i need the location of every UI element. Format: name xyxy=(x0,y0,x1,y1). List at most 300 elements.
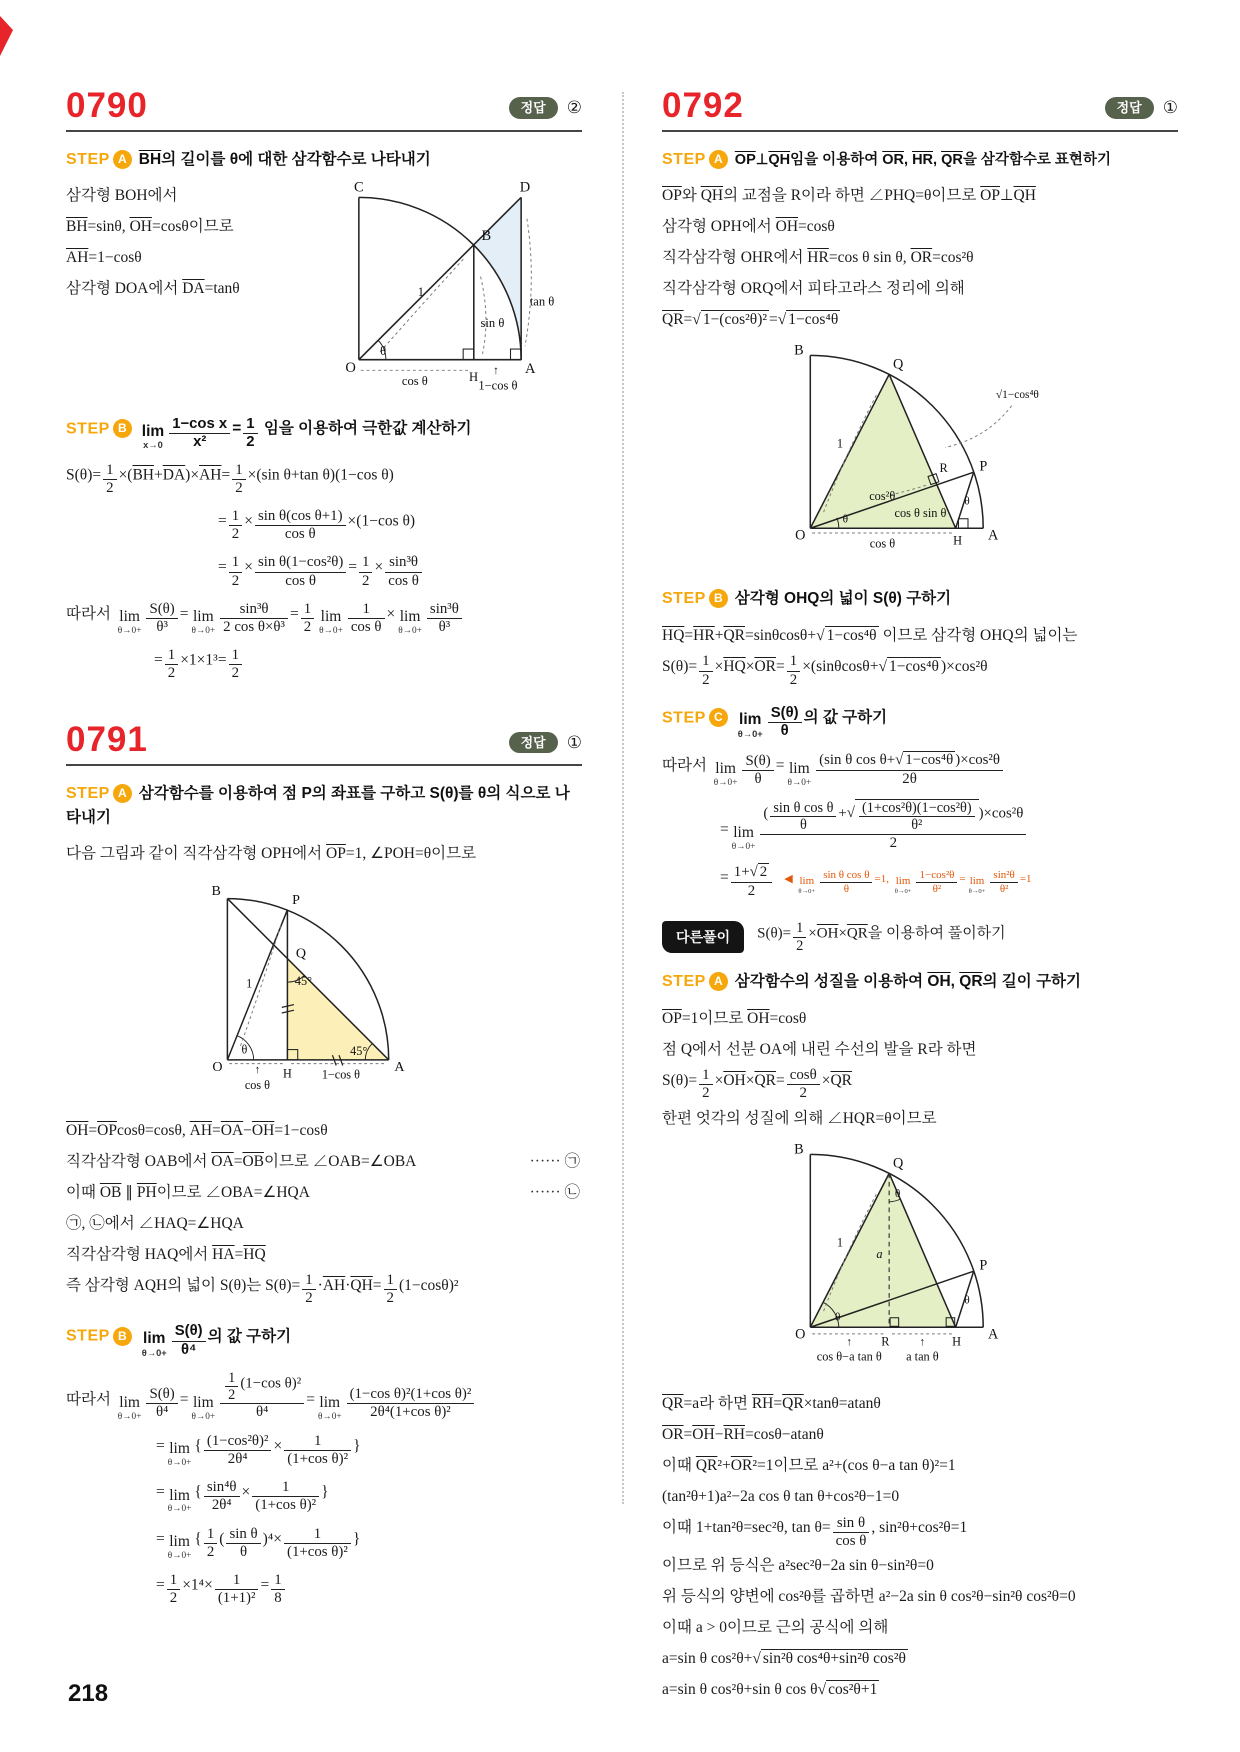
figure-label: P xyxy=(292,892,300,909)
figure-label: cos θ−a tan θ xyxy=(816,1349,882,1364)
limit-subscript: θ→0+ xyxy=(798,887,816,895)
overline-segment: $\overline{OP}$ xyxy=(326,845,346,863)
numerator: S(θ) xyxy=(770,704,799,721)
overline-segment: $\overline{HR}$ xyxy=(693,626,715,644)
denominator: θ xyxy=(768,722,802,740)
radical xyxy=(750,864,770,880)
denominator: cos θ xyxy=(833,1532,870,1550)
figure-label: a xyxy=(875,1246,883,1261)
figure-label: 1−cos θ xyxy=(478,379,518,394)
annotation-note: ◀ lim θ→0+ $\frac{\text{sin θ cos θ}}{\theta}$ =1, lim θ→0+ $\frac{\text{1−cos²θ}}{\text{θ²}}$ = lim θ→0+ $\frac{\text{sin²θ}}{\text{θ²}}$ =1 xyxy=(784,869,1032,895)
reference-mark: ······ ㉡ xyxy=(529,1183,580,1201)
denominator: θ⁴ xyxy=(220,1403,304,1421)
fraction xyxy=(255,508,346,543)
denominator: 2 xyxy=(204,1543,217,1561)
step-word: STEP xyxy=(662,709,706,727)
equation-line: S(θ)= $\frac{1}{2}$ $\times(\overline{BH}+\overline{DA})\times\overline{AH}=$ $\frac{1}{2}$ ×(sin θ+tan θ)(1−cos θ) xyxy=(66,462,394,497)
two-column-layout xyxy=(66,88,1178,1705)
denominator: 2 xyxy=(232,479,245,497)
numerator: 1 xyxy=(231,554,240,571)
overline-segment: $\overline{OR}$ xyxy=(754,657,776,675)
overline-segment: $\overline{OH}$ xyxy=(692,1426,715,1444)
step-heading xyxy=(662,587,1178,610)
figure-label: A xyxy=(394,1059,405,1076)
fraction xyxy=(271,1572,284,1607)
solution-line: $\overline{HQ}=\overline{HR}+\overline{QR}=\sin\theta\cos\theta+√$ 1−cos⁴θ 이므로 삼각형 OHQ의 넓이는 xyxy=(662,626,1078,644)
solution-line: 이때 $\overline{QR}^2+\overline{OR}^2=1$이므로 a²+(cos θ−a tan θ)²=1 xyxy=(662,1457,956,1475)
figure-label: θ xyxy=(842,513,848,526)
step-word: STEP xyxy=(66,1327,110,1345)
limit-subscript: θ→0+ xyxy=(167,1457,192,1468)
figure-label: Q xyxy=(892,1155,903,1172)
fraction xyxy=(301,601,314,636)
overline-segment: $\overline{QR}$ xyxy=(941,152,963,168)
limit xyxy=(192,1395,216,1422)
denominator: 2θ xyxy=(816,770,1003,788)
radicand: 1−cos⁴θ xyxy=(826,626,877,644)
solution-line: $\overline{BH}=\sin\theta$, $\overline{OH}=\cos\theta$이므로 xyxy=(66,218,234,236)
fraction xyxy=(770,800,836,834)
limit-word: lim xyxy=(143,1330,166,1348)
limit xyxy=(142,424,164,451)
numerator: 1 xyxy=(796,920,804,937)
denominator: 2 xyxy=(225,1386,238,1403)
radical xyxy=(895,752,955,768)
denominator: θ³ xyxy=(427,618,462,636)
fraction xyxy=(768,705,802,740)
answer-number: ① xyxy=(566,732,582,752)
figure-label: Q xyxy=(295,945,307,962)
solution-line: $\overline{OR}=\overline{OH}-\overline{RH}=\cos\theta-atan\theta$ xyxy=(662,1426,824,1444)
figure-label: H xyxy=(283,1066,292,1081)
denominator: θ⁴ xyxy=(146,1403,177,1421)
radicand: sin²θ cos⁴θ+sin²θ cos²θ xyxy=(762,1650,906,1668)
solution-line: 이때 $\overline{OB}$ ∥ $\overline{PH}$이므로 ∠OBA=∠HQA ······ ㉡ xyxy=(66,1177,582,1208)
step-title: $\overline{BH}$의 길이를 θ에 대한 삼각함수로 나타내기 xyxy=(138,151,431,168)
denominator: 2 xyxy=(760,834,1026,852)
limit-subscript: θ→0+ xyxy=(968,887,986,895)
overline-segment: $\overline{OH}$ xyxy=(66,1121,89,1139)
answer-wrap xyxy=(509,97,582,123)
radical-sign: √ xyxy=(816,626,825,644)
step-letter-badge: C xyxy=(709,708,728,727)
solution-line: 직각삼각형 OHR에서 $\overline{HR}=\cos$ θ sin θ, $\overline{OR}=\cos^2\theta$ xyxy=(662,249,974,267)
fraction xyxy=(348,601,385,636)
fraction xyxy=(146,601,177,636)
figure-label: H xyxy=(468,370,479,385)
step-title: lim θ→0+ $\frac{S(\theta)}{\text{θ⁴}}$ 의 값 구하기 xyxy=(141,1323,292,1358)
denominator: (1+1)² xyxy=(215,1589,259,1607)
figure-label: 1 xyxy=(246,976,253,991)
solution-line: ㉠, ㉡에서 ∠HAQ=∠HQA xyxy=(66,1214,244,1232)
numerator: S(θ) xyxy=(149,600,175,617)
numerator: sin θ cos θ xyxy=(823,869,870,882)
fraction xyxy=(226,1526,260,1561)
numerator: (1−cos θ)²(1+cos θ)² xyxy=(349,1386,472,1403)
figure-label: O xyxy=(212,1059,223,1076)
numerator: 1 xyxy=(167,647,176,664)
fraction xyxy=(204,1433,272,1468)
overline-segment: $\overline{HR}$ xyxy=(912,152,934,168)
overline-segment: $\overline{OH}$ xyxy=(251,1121,275,1139)
numerator: sin³θ xyxy=(389,554,419,571)
figure-label: A xyxy=(525,361,536,378)
denominator: θ xyxy=(770,816,836,833)
limit-word: lim xyxy=(193,608,214,626)
step-heading xyxy=(662,970,1178,993)
overline-segment: $\overline{OH}$ xyxy=(747,1009,770,1027)
denominator: 2θ⁴(1+cos θ)² xyxy=(347,1403,475,1421)
step-letter-badge: A xyxy=(113,784,132,803)
denominator: 2 xyxy=(103,479,116,497)
fraction xyxy=(793,920,806,954)
column-divider xyxy=(622,92,624,1504)
figure-label: cos θ xyxy=(244,1078,270,1093)
figure-label: H xyxy=(951,1333,961,1348)
limit xyxy=(969,876,986,896)
numerator: sin θ xyxy=(836,1514,866,1531)
figure-label: D xyxy=(519,180,531,197)
denominator: 2 xyxy=(165,664,178,682)
radical xyxy=(752,1650,908,1667)
radical xyxy=(818,1681,880,1698)
denominator: 2 xyxy=(302,1289,315,1307)
answer-number: ① xyxy=(1162,98,1178,118)
numerator: 1 xyxy=(362,600,370,617)
limit-subscript: θ→0+ xyxy=(191,625,216,636)
radicand: 1−cos⁴θ xyxy=(905,751,954,768)
left-column xyxy=(66,88,582,1705)
limit-subscript: θ→0+ xyxy=(787,777,812,788)
denominator: 2 xyxy=(384,1289,397,1307)
figure-label: θ xyxy=(380,344,387,359)
numerator: 1 xyxy=(232,1572,241,1589)
radical-sign: √ xyxy=(692,311,701,329)
solution-line: S(θ)= $\frac{1}{2}$ $\times\overline{HQ}\times\overline{OR}=$ $\frac{1}{2}$ ×(sinθcosθ+√ 1−cos⁴θ )×cos²θ xyxy=(662,653,988,688)
numerator: 1−cos x xyxy=(172,415,228,432)
denominator: 2 xyxy=(229,664,242,682)
limit xyxy=(168,1488,192,1515)
overline-segment: $\overline{QR}$ xyxy=(782,1395,804,1413)
denominator: 8 xyxy=(271,1589,284,1607)
overline-segment: $\overline{OA}$ xyxy=(220,1121,244,1139)
figure-label: cos²θ xyxy=(868,488,895,503)
solution-line: 이때 a > 0이므로 근의 공식에 의해 xyxy=(662,1619,889,1637)
radical-sign: √ xyxy=(752,1650,761,1668)
step-word: STEP xyxy=(662,590,706,608)
limit-subscript: θ→0+ xyxy=(141,1347,167,1358)
fraction xyxy=(229,554,242,589)
denominator: cos θ xyxy=(385,572,422,590)
solution-line: 삼각형 BOH에서 xyxy=(66,187,178,205)
overline-segment: $\overline{OA}$ xyxy=(211,1152,234,1170)
radicand: 2 xyxy=(759,864,768,881)
denominator: θ² xyxy=(916,882,957,896)
answer-badge: 정답 xyxy=(509,732,558,754)
overline-segment: $\overline{AH}$ xyxy=(66,249,89,267)
numerator: sin θ cos θ xyxy=(773,800,834,817)
limit-word: lim xyxy=(169,1440,190,1458)
numerator: 1−cos²θ xyxy=(919,869,955,882)
denominator: cos θ xyxy=(255,525,346,543)
answer-wrap xyxy=(509,732,582,758)
numerator: sin θ xyxy=(229,1525,258,1542)
numerator: 1 xyxy=(246,415,255,432)
equation-line: = lim θ→0+ { $\frac{\text{sin⁴θ}}{\text{2θ⁴}}$ × $\frac{1}{\text{(1+cos θ)²}}$ } xyxy=(156,1479,329,1515)
solution-line: 한편 엇각의 성질에 의해 ∠HQR=θ이므로 xyxy=(662,1109,937,1127)
figure-label: θ xyxy=(834,1311,840,1324)
limit-word: lim xyxy=(320,608,342,626)
limit xyxy=(398,609,422,636)
fraction xyxy=(204,1526,217,1561)
step-letter-badge: B xyxy=(113,419,132,438)
overline-segment: $\overline{DA}$ xyxy=(182,280,205,298)
limit xyxy=(168,1534,192,1561)
overline-segment: $\overline{QR}$ xyxy=(723,626,745,644)
figure-label: sin θ xyxy=(480,316,505,331)
problem-number: 0790 xyxy=(66,86,148,125)
limit xyxy=(895,876,912,896)
fraction xyxy=(699,653,712,688)
numerator: 1 xyxy=(362,554,370,571)
limit-subscript: θ→0+ xyxy=(894,887,912,895)
overline-segment: $\overline{QH}$ xyxy=(768,152,791,168)
overline-segment: $\overline{OR}$ xyxy=(730,1457,753,1475)
fraction xyxy=(243,416,257,451)
numerator: 1 xyxy=(206,1525,215,1542)
limit xyxy=(732,825,756,852)
overline-segment: $\overline{HA}$ xyxy=(212,1245,235,1263)
figure-lines xyxy=(359,198,521,360)
fraction xyxy=(990,869,1017,895)
limit xyxy=(142,1331,167,1358)
denominator: 2θ⁴ xyxy=(204,1496,240,1514)
step-heading xyxy=(66,148,582,171)
equation-line: = $\frac{1}{2}$ × $\frac{\text{sin θ(1−cos²θ)}}{\text{cos θ}}$ = $\frac{1}{2}$ × $\frac{\text{sin³θ}}{\text{cos θ}}$ xyxy=(218,554,582,589)
figure-label: θ xyxy=(894,1187,900,1200)
numerator: 1 xyxy=(702,653,710,670)
answer-badge: 정답 xyxy=(1105,97,1154,119)
fraction xyxy=(385,554,422,589)
limit-word: lim xyxy=(895,874,911,887)
limit-word: lim xyxy=(119,608,140,626)
denominator: 2 xyxy=(699,1084,712,1102)
limit-word: lim xyxy=(969,874,985,887)
limit-subscript: θ→0+ xyxy=(167,1550,192,1561)
limit-subscript: θ→0+ xyxy=(317,1411,342,1422)
figure-label: tan θ xyxy=(529,295,555,310)
numerator: S(θ) xyxy=(745,752,771,769)
overline-segment: $\overline{RH}$ xyxy=(723,1426,745,1444)
numerator: 1 xyxy=(313,1525,322,1542)
limit-subscript: θ→0+ xyxy=(737,728,763,739)
limit-word: lim xyxy=(193,1394,214,1412)
denominator: θ xyxy=(742,770,773,788)
radicand: 1−(cos²θ)² xyxy=(702,311,768,329)
limit xyxy=(118,1395,142,1422)
numerator: sin θ(cos θ+1) xyxy=(257,508,343,525)
overline-segment: $\overline{QR}$ xyxy=(695,1457,718,1475)
denominator: (1+cos θ)² xyxy=(284,1450,351,1468)
step-heading xyxy=(662,705,1178,740)
problem-header xyxy=(66,722,582,766)
overline-segment: $\overline{OR}$ xyxy=(662,1426,684,1444)
limit-word: lim xyxy=(319,1394,341,1412)
reference-mark: ······ ㉠ xyxy=(529,1152,580,1170)
step-title: 삼각함수를 이용하여 점 P의 좌표를 구하고 S(θ)를 θ의 식으로 나타내기 xyxy=(66,785,570,826)
fraction xyxy=(172,1323,206,1358)
step-heading xyxy=(66,416,582,451)
fraction xyxy=(220,1370,304,1422)
solution-line: a=sin θ cos²θ+√ sin²θ cos⁴θ+sin²θ cos²θ xyxy=(662,1650,906,1668)
fraction xyxy=(816,751,1003,788)
numerator: 1 xyxy=(231,508,240,525)
overline-segment: $\overline{OB}$ xyxy=(242,1152,264,1170)
figure-label: B xyxy=(481,228,492,245)
radical-sign: √ xyxy=(749,864,758,881)
figure-label: a tan θ xyxy=(905,1349,939,1364)
numerator: ( $\frac{\text{sin θ cos θ}}{\theta}$ +√ $\frac{\text{(1+cos²θ)(1−cos²θ)}}{\text{θ²}}$ )×cos²θ xyxy=(763,800,1024,834)
solution-line: 이때 1+tan²θ=sec²θ, tan θ= $\frac{\text{sin θ}}{\text{cos θ}}$ , sin²θ+cos²θ=1 xyxy=(662,1514,968,1550)
overline-segment: $\overline{OR}$ xyxy=(910,249,933,267)
step-letter-badge: A xyxy=(113,150,132,169)
figure-wrap xyxy=(662,1142,1178,1377)
denominator: θ⁴ xyxy=(172,1341,206,1359)
limit xyxy=(318,1395,342,1422)
denominator: 2 cos θ×θ³ xyxy=(220,618,288,636)
numerator: 1 xyxy=(702,1067,710,1084)
denominator: cos θ xyxy=(255,572,346,590)
figure-label: θ xyxy=(963,495,970,508)
overline-segment: $\overline{BH}$ xyxy=(66,218,88,236)
figure-label: ↑ xyxy=(845,1335,852,1348)
problem-header xyxy=(66,88,582,132)
denominator: 2 xyxy=(787,671,800,689)
numerator: sin⁴θ xyxy=(206,1479,237,1496)
overline-segment: $\overline{OB}$ xyxy=(99,1183,122,1201)
fraction xyxy=(359,554,372,589)
limit-word: lim xyxy=(715,760,736,778)
limit-subscript: θ→0+ xyxy=(398,625,422,636)
radical xyxy=(692,311,769,328)
numerator: 1 xyxy=(106,462,114,479)
radical-sign: √ xyxy=(895,751,904,768)
fraction xyxy=(820,869,872,895)
radical xyxy=(778,311,841,328)
numerator: S(θ) xyxy=(149,1386,175,1403)
overline-segment: $\overline{OP}$ xyxy=(662,187,682,205)
limit-word: lim xyxy=(169,1486,190,1504)
step-heading xyxy=(66,782,582,829)
solution-line: $\overline{OP}=1$이므로 $\overline{OH}=\cos\theta$ xyxy=(662,1009,807,1027)
denominator: 2 xyxy=(167,1589,180,1607)
figure-label: A xyxy=(987,1326,998,1343)
limit-word: lim xyxy=(141,422,165,440)
numerator: sin³θ xyxy=(429,600,459,617)
figure-label: cos θ xyxy=(869,536,895,551)
right-column xyxy=(662,88,1178,1705)
figure-label: O xyxy=(345,360,356,377)
fraction xyxy=(215,1572,259,1607)
problem-number: 0791 xyxy=(66,720,148,760)
fraction xyxy=(220,601,288,636)
figure-label: ↑ xyxy=(254,1064,261,1077)
figure-label: 45° xyxy=(294,974,312,989)
numerator: 1 xyxy=(235,462,243,479)
step-heading xyxy=(66,1323,582,1358)
fraction xyxy=(229,508,242,543)
numerator: (1+cos²θ)(1−cos²θ) xyxy=(861,800,972,817)
numerator: cosθ xyxy=(789,1067,817,1084)
numerator: 1 xyxy=(305,1272,313,1289)
equation-line: = $\frac{1}{2}$ ×1⁴× $\frac{1}{\text{(1+1)²}}$ = $\frac{1}{8}$ xyxy=(156,1572,582,1607)
equation-line: = $\frac{1+√ 2}{2}$ ◀ lim θ→0+ $\frac{\text{sin θ cos θ}}{\theta}$ =1, lim θ→0+ $\frac{\text{1−cos²θ}}{\text{θ²}}$ = lim θ→0+ $\frac{\text{sin²θ}}{\text{θ²}}$ =1 xyxy=(720,864,1032,900)
radical-sign: √ xyxy=(846,805,855,822)
denominator: θ xyxy=(820,882,872,896)
limit-subscript: x→0 xyxy=(143,440,163,451)
denominator: (1+cos θ)² xyxy=(252,1496,319,1514)
radical xyxy=(878,658,941,675)
overline-segment: $\overline{OH}$ xyxy=(927,973,951,991)
limit-subscript: θ→0+ xyxy=(167,1504,192,1515)
overline-segment: $\overline{HQ}$ xyxy=(243,1245,266,1263)
limit xyxy=(168,1441,192,1468)
step-letter-badge: B xyxy=(709,589,728,608)
solution-line: $\overline{AH}=1-\cos\theta$ xyxy=(66,249,142,267)
answer-number: ② xyxy=(566,98,582,118)
overline-segment: $\overline{OR}$ xyxy=(882,152,904,168)
equation-line: = lim θ→0+ { $\frac{\text{(1−cos²θ)²}}{\text{2θ⁴}}$ × $\frac{1}{\text{(1+cos θ)²}}$ } xyxy=(156,1432,361,1468)
numerator: 1 xyxy=(169,1572,178,1589)
fraction xyxy=(204,1479,240,1514)
figure-0791 xyxy=(188,877,460,1097)
fraction xyxy=(916,869,957,895)
denominator: θ³ xyxy=(146,618,177,636)
overline-segment: $\overline{RH}$ xyxy=(751,1395,774,1413)
radicand: 1−cos⁴θ xyxy=(788,311,839,329)
figure-label: O xyxy=(794,1326,805,1343)
solution-line: 직각삼각형 OAB에서 $\overline{OA}=\overline{OB}$이므로 ∠OAB=∠OBA ······ ㉠ xyxy=(66,1146,582,1177)
numerator: 1 xyxy=(228,1369,236,1386)
fraction xyxy=(760,799,1026,852)
equation-line: 따라서 lim θ→0+ $\frac{S(\theta)}{\text{θ⁴}}$ = lim θ→0+ $\frac{1}{2}$ (1−cos θ)² θ⁴ = lim θ→0+ $\frac{\text{(1−cos θ)²(1+cos θ)²}}{\text{2θ⁴(1+cos θ)²}}$ xyxy=(66,1370,582,1422)
right-angle-mark xyxy=(511,350,522,361)
limit-subscript: θ→0+ xyxy=(191,1411,216,1422)
solution-line: $\overline{QR}=a$라 하면 $\overline{RH}=\overline{QR}\times\tan\theta=atan\theta$ xyxy=(662,1395,881,1413)
overline-segment: $\overline{OP}$ xyxy=(980,187,1000,205)
denominator: 2 xyxy=(243,433,257,451)
alternative-solution xyxy=(662,920,1178,954)
denominator: 2 xyxy=(699,671,712,689)
figure-0792-alt xyxy=(778,1142,1063,1372)
equation-line: = lim θ→0+ { $\frac{1}{2}$ ( $\frac{\text{sin θ}}{\theta}$ )⁴× $\frac{1}{\text{(1+cos θ)²}}$ } xyxy=(156,1525,361,1561)
figure-label: √1−cos⁴θ xyxy=(995,389,1039,402)
figure-wrap xyxy=(662,343,1178,571)
radical-sign: √ xyxy=(777,311,787,329)
overline-segment: $\overline{OP}$ xyxy=(734,152,756,168)
denominator: 2 xyxy=(229,572,242,590)
denominator: cos θ xyxy=(348,618,385,636)
overline-segment: $\overline{BH}$ xyxy=(138,151,162,168)
numerator: sin²θ xyxy=(993,869,1015,882)
fraction xyxy=(347,1386,475,1421)
fraction xyxy=(699,1067,712,1102)
fraction xyxy=(787,1067,820,1102)
overline-segment: $\overline{AH}$ xyxy=(322,1276,346,1294)
overline-segment: $\overline{OH}$ xyxy=(775,218,799,236)
problem-header xyxy=(662,88,1178,132)
overline-segment: $\overline{QR}$ xyxy=(754,1071,776,1089)
